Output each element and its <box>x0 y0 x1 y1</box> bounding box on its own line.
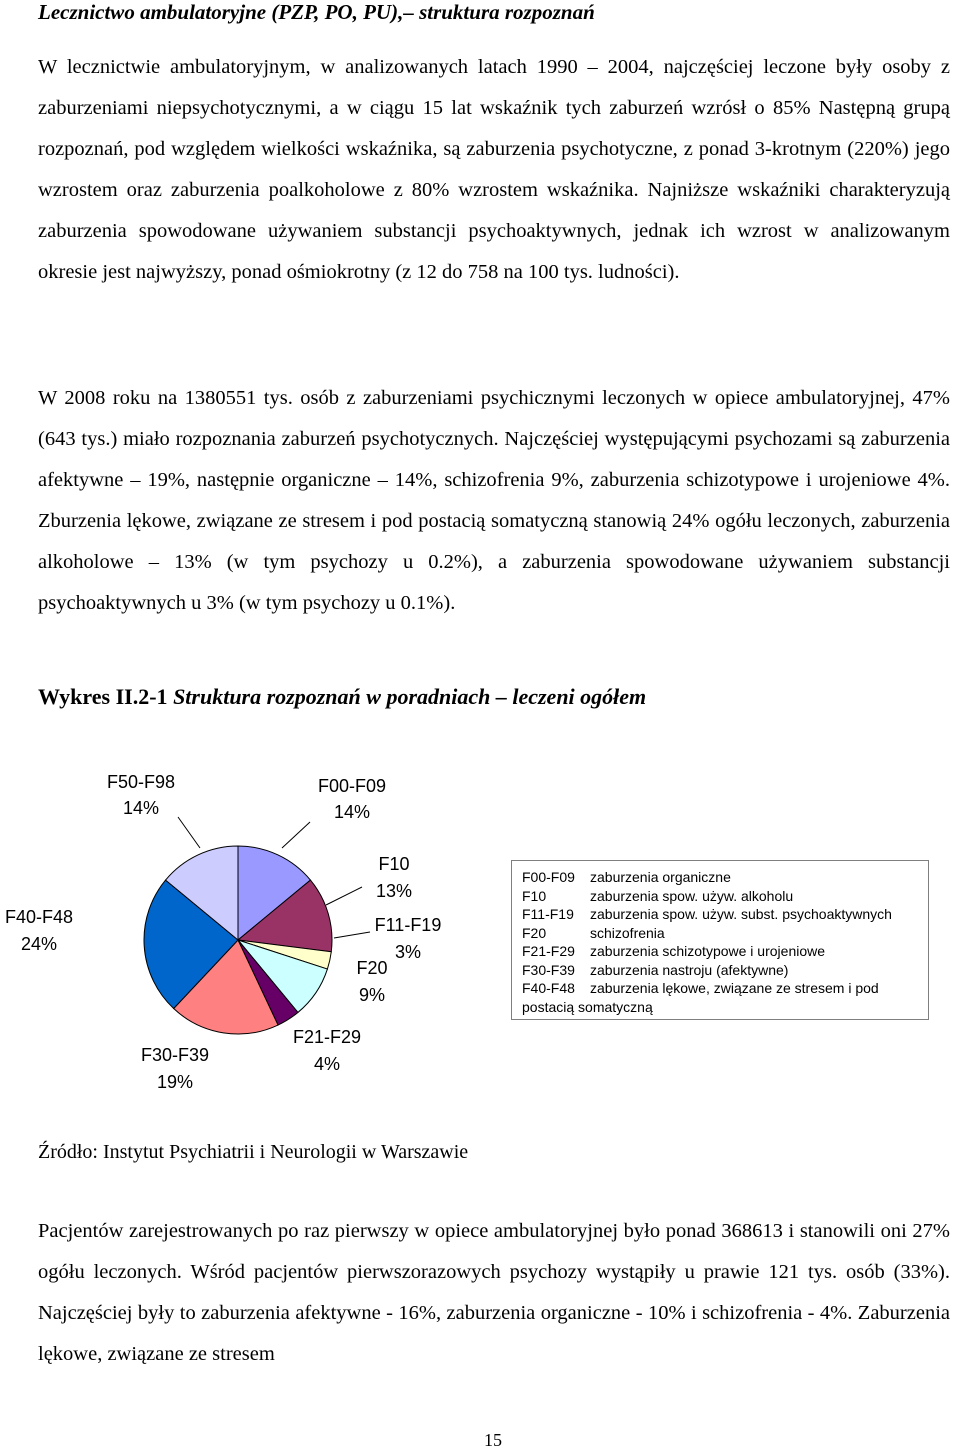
legend-row <box>522 868 920 887</box>
slice-label-pct: 13% <box>375 881 413 901</box>
legend-row <box>522 942 920 961</box>
legend-desc: zaburzenia nastroju (afektywne) <box>590 961 789 978</box>
slice-label-pct: 9% <box>358 985 386 1005</box>
leader-f10 <box>326 887 362 905</box>
legend-code: F40-F48 <box>522 980 575 996</box>
source-note: Źródło: Instytut Psychiatrii i Neurologii w Warszawie <box>38 1141 469 1163</box>
legend-row <box>522 979 920 1016</box>
slice-label-code: F21-F29 <box>292 1027 362 1047</box>
leader-f50 <box>178 817 200 848</box>
paragraph-first-time-patients: Pacjentów zarejestrowanych po raz pierwszy w opiece ambulatoryjnej było ponad 368613 i stanowili oni 27% ogółu leczonych. Wśród pacjentów pierwszorazowych psychozy wystąpiły u prawie 121 tys. osób (33%). Najczęściej były to zaburzenia afektywne - 16%, zaburzenia organiczne - 10% i schizofrenia - 4%. Zaburzenia lękowe, związane ze stresem <box>38 1220 950 1365</box>
figure-label: Wykres II.2-1 <box>38 684 168 709</box>
legend-code: F21-F29 <box>522 943 575 959</box>
slice-label-code: F10 <box>378 854 410 874</box>
pie-slices <box>144 846 332 1034</box>
legend-desc: zaburzenia schizotypowe i urojeniowe <box>590 943 826 959</box>
slice-label-code: F30-F39 <box>140 1045 210 1065</box>
chart-legend <box>511 860 929 1020</box>
legend-code: F10 <box>522 887 547 904</box>
paragraph-ambulatory-trends: W lecznictwie ambulatoryjnym, w analizowanych latach 1990 – 2004, najczęściej leczone były osoby z zaburzeniami niepsychotycznymi, a w ciągu 15 lat wskaźnik tych zaburzeń wzrósł o 85% Następną grupą rozpoznań, pod względem wielkości wskaźnika, są zaburzenia psychotyczne, z ponad 3-krotnym (220%) jego wzrostem oraz zaburzenia poalkoholowe z 80% wzrostem wskaźnika. Najniższe wskaźniki charakteryzują zaburzenia spowodowane używaniem substancji psychoaktywnych, jednak ich wzrost w analizowanym okresie jest najwyższy, ponad ośmiokrotny (z 12 do 758 na 100 tys. ludności). <box>38 56 950 283</box>
legend-code: F20 <box>522 924 547 941</box>
slice-label-pct: 4% <box>313 1054 341 1074</box>
legend-desc: schizofrenia <box>590 924 665 941</box>
legend-row <box>522 905 920 924</box>
section-heading: Lecznictwo ambulatoryjne (PZP, PO, PU),– struktura rozpoznań <box>38 0 595 24</box>
slice-label-code: F20 <box>356 958 388 978</box>
slice-label-code: F00-F09 <box>317 776 387 796</box>
slice-label-pct: 14% <box>122 798 160 818</box>
paragraph-2008-structure: W 2008 roku na 1380551 tys. osób z zaburzeniami psychicznymi leczonych w opiece ambulatoryjnej, 47% (643 tys.) miało rozpoznania zaburzeń psychotycznych. Najczęściej występującymi psychozami są zaburzenia afektywne – 19%, następnie organiczne – 14%, schizofrenia 9%, zaburzenia schizotypowe i urojeniowe 4%. Zburzenia lękowe, związane ze stresem i pod postacią somatyczną stanowią 24% ogółu leczonych, zaburzenia alkoholowe – 13% (w tym psychozy u 0.2%), a zaburzenia spowodowane używaniem substancji psychoaktywnych u 3% (w tym psychozy u 0.1%). <box>38 387 950 614</box>
legend-desc: zaburzenia spow. używ. subst. psychoaktywnych <box>590 906 892 922</box>
slice-label-pct: 3% <box>394 942 422 962</box>
legend-code: F00-F09 <box>522 869 575 885</box>
slice-label-code: F50-F98 <box>106 772 176 792</box>
slice-label-code: F11-F19 <box>374 915 442 935</box>
legend-desc: zaburzenia spow. używ. alkoholu <box>590 887 794 904</box>
leader-f11 <box>334 932 370 938</box>
slice-label-pct: 19% <box>156 1072 194 1092</box>
legend-code: F11-F19 <box>522 906 574 922</box>
figure-subtitle: Struktura rozpoznań w poradniach – leczeni ogółem <box>173 684 647 709</box>
slice-label-pct: 14% <box>333 802 371 822</box>
legend-row <box>522 961 920 980</box>
legend-code: F30-F39 <box>522 961 575 978</box>
page-number: 15 <box>484 1430 502 1450</box>
figure-title <box>38 683 646 711</box>
legend-row <box>522 887 920 906</box>
slice-label-pct: 24% <box>20 934 58 954</box>
legend-desc: zaburzenia organiczne <box>590 869 731 885</box>
legend-desc: zaburzenia lękowe, związane ze stresem i pod postacią somatyczną <box>522 980 879 1015</box>
leader-f00 <box>282 822 310 848</box>
legend-row <box>522 924 920 943</box>
slice-label-code: F40-F48 <box>4 907 74 927</box>
